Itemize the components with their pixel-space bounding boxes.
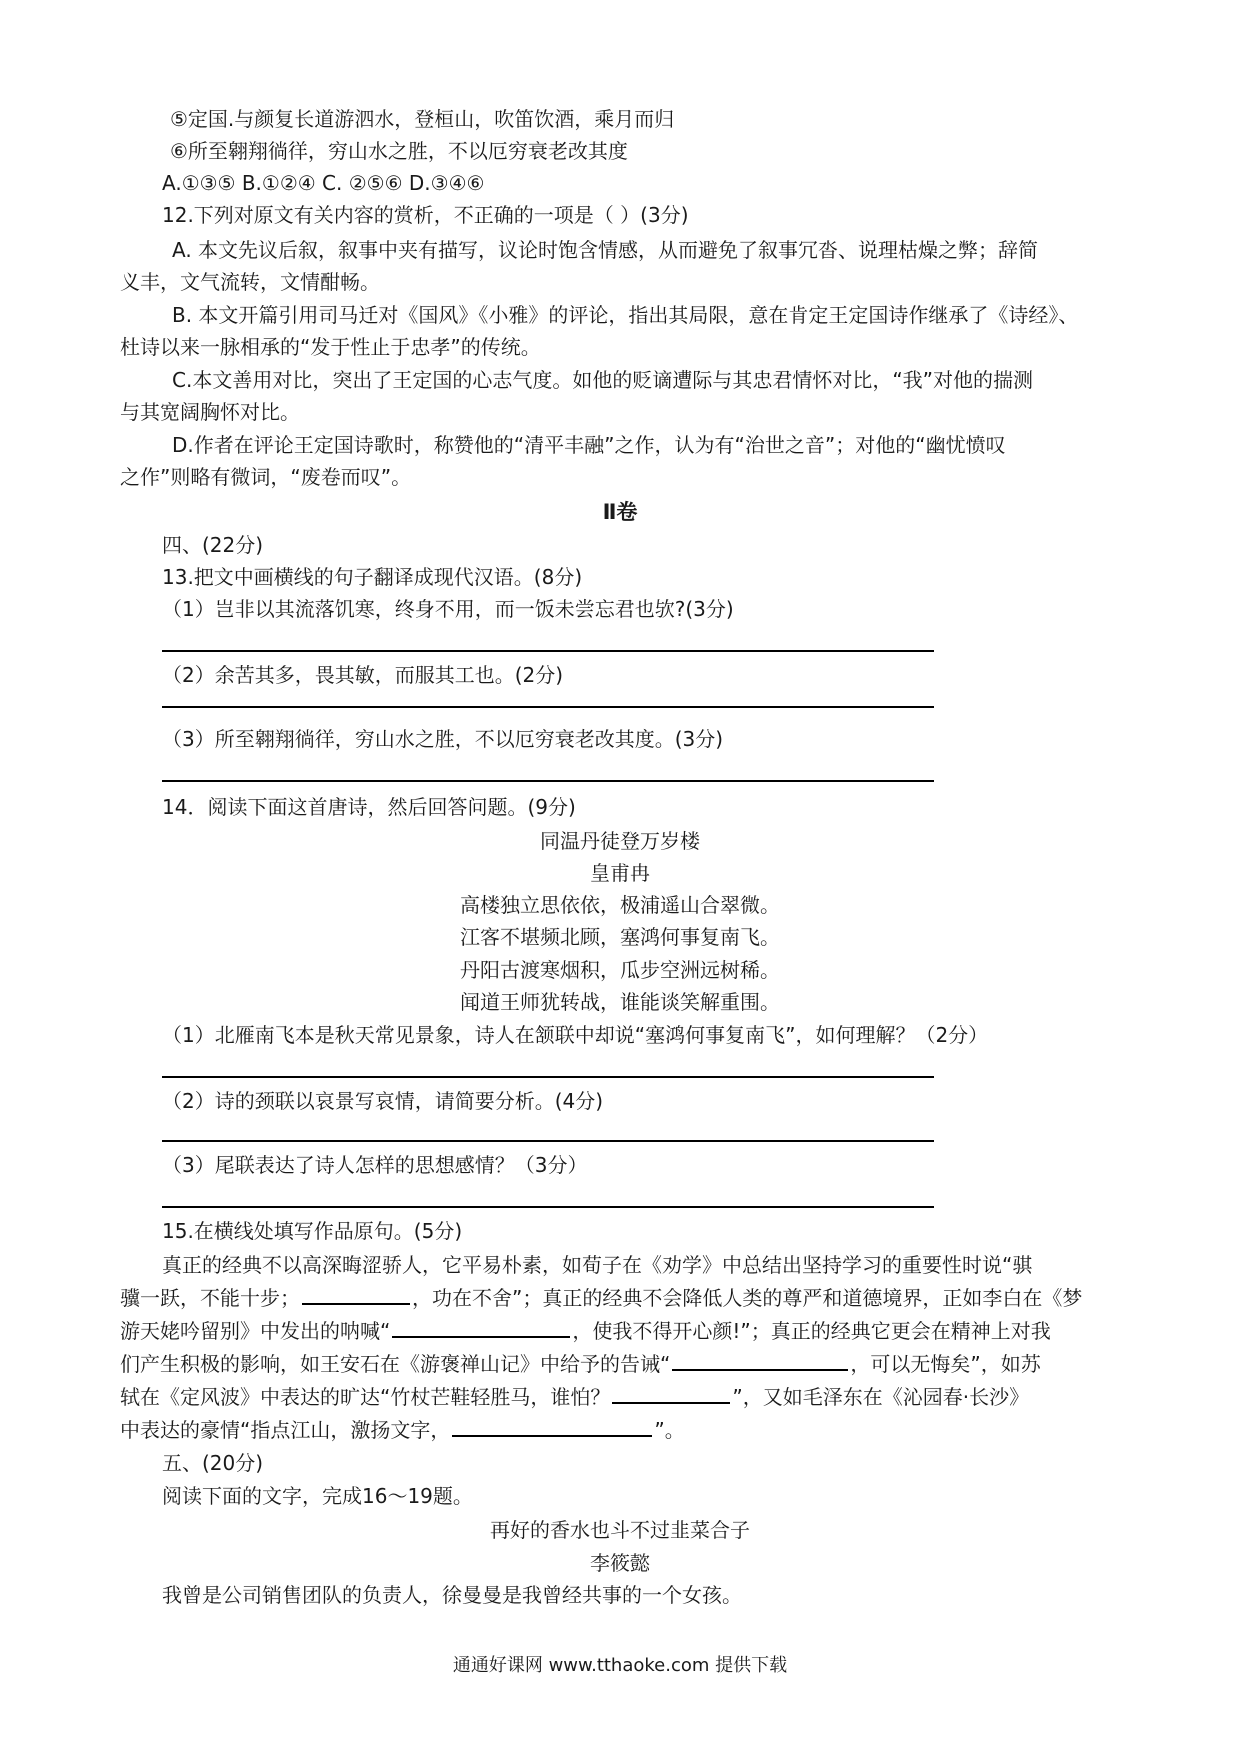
answer-line[interactable]	[162, 1206, 934, 1208]
q11-item-6: ⑥所至翱翔徜徉，穷山水之胜，不以厄穷衰老改其度	[170, 139, 628, 163]
q15-text-segment: 轼在《定风波》中表达的旷达“竹杖芒鞋轻胜马，谁怕？	[120, 1385, 611, 1409]
q15-text-segment: 游天姥吟留别》中发出的呐喊“	[120, 1319, 391, 1343]
q12-option-a-line1: A. 本文先议后叙，叙事中夹有描写，议论时饱含情感，从而避免了叙事冗沓、说理枯燥之弊；辞简	[172, 238, 1039, 262]
q11-item-5: ⑤定国.与颜复长道游泗水，登桓山，吹笛饮酒，乘月而归	[170, 107, 675, 131]
q15-text-segment: 中表达的豪情“指点江山，激扬文字，	[120, 1418, 451, 1442]
q12-option-d-line2: 之作”则略有微词，“废卷而叹”。	[120, 465, 412, 489]
q12-option-b-line1: B. 本文开篇引用司马迁对《国风》《小雅》的评论，指出其局限，意在肯定王定国诗作继承了《诗经》、	[172, 303, 1079, 327]
fill-blank-5[interactable]	[452, 1417, 652, 1437]
poem-line-1: 高楼独立思依依，极浦遥山合翠微。	[460, 893, 780, 917]
poem-line-2: 江客不堪频北顾，塞鸿何事复南飞。	[460, 925, 780, 949]
q14-part1: （1）北雁南飞本是秋天常见景象，诗人在颔联中却说“塞鸿何事复南飞”，如何理解？（2分）	[162, 1023, 989, 1047]
fill-blank-2[interactable]	[392, 1318, 570, 1338]
q15-text-segment: 骥一跃，不能十步；	[120, 1286, 300, 1310]
q12-option-a-line2: 义丰，文气流转，文情酣畅。	[120, 270, 380, 294]
q15-stem: 15.在横线处填写作品原句。(5分)	[162, 1219, 463, 1243]
q12-option-c-line2: 与其宽阔胸怀对比。	[120, 400, 300, 424]
q15-text-line3	[120, 1316, 1051, 1346]
poem-line-4: 闻道王师犹转战，谁能谈笑解重围。	[460, 990, 780, 1014]
q13-part1: （1）岂非以其流落饥寒，终身不用，而一饭未尝忘君也欤?(3分)	[162, 597, 734, 621]
q12-stem: 12.下列对原文有关内容的赏析，不正确的一项是（ ）(3分)	[162, 203, 689, 227]
q14-part3: （3）尾联表达了诗人怎样的思想感情？（3分）	[162, 1153, 588, 1177]
section-five-intro: 阅读下面的文字，完成16～19题。	[162, 1484, 473, 1508]
answer-line[interactable]	[162, 706, 934, 708]
answer-line[interactable]	[162, 1076, 934, 1078]
poem-line-3: 丹阳古渡寒烟积，瓜步空洲远树稀。	[460, 958, 780, 982]
part-two-title: Ⅱ卷	[602, 500, 638, 524]
q11-options: A.①③⑤ B.①②④ C. ②⑤⑥ D.③④⑥	[162, 171, 485, 195]
q14-stem: 14．阅读下面这首唐诗，然后回答问题。(9分)	[162, 795, 576, 819]
fill-blank-4[interactable]	[612, 1384, 730, 1404]
q15-text-segment: ”，又如毛泽东在《沁园春·长沙》	[732, 1385, 1030, 1409]
q15-text-segment: ”。	[654, 1418, 685, 1442]
q15-text-segment: ，使我不得开心颜!”；真正的经典它更会在精神上对我	[572, 1319, 1051, 1343]
q15-text-segment: ，可以无悔矣”，如苏	[850, 1352, 1041, 1376]
poem-title: 同温丹徒登万岁楼	[540, 829, 700, 853]
q15-text-line2	[120, 1283, 1082, 1313]
article-title: 再好的香水也斗不过韭菜合子	[490, 1518, 750, 1542]
page-footer: 通通好课网 www.tthaoke.com 提供下载	[452, 1655, 788, 1676]
q14-part2: （2）诗的颈联以哀景写哀情，请简要分析。(4分)	[162, 1089, 604, 1113]
q15-text-segment: 们产生积极的影响，如王安石在《游褒禅山记》中给予的告诫“	[120, 1352, 671, 1376]
poem-author: 皇甫冉	[590, 861, 650, 885]
section-four-title: 四、(22分)	[162, 533, 264, 557]
q15-text-line5	[120, 1382, 1029, 1412]
q13-part2: （2）余苦其多，畏其敏，而服其工也。(2分)	[162, 663, 564, 687]
answer-line[interactable]	[162, 650, 934, 652]
article-author: 李筱懿	[590, 1551, 650, 1575]
fill-blank-3[interactable]	[672, 1351, 848, 1371]
article-first-line: 我曾是公司销售团队的负责人，徐曼曼是我曾经共事的一个女孩。	[162, 1583, 742, 1607]
fill-blank-1[interactable]	[302, 1285, 410, 1305]
q12-option-c-line1: C.本文善用对比，突出了王定国的心志气度。如他的贬谪遭际与其忠君情怀对比，“我”对他的揣测	[172, 368, 1034, 392]
q15-text-line1: 真正的经典不以高深晦涩骄人，它平易朴素，如荀子在《劝学》中总结出坚持学习的重要性时说“骐	[162, 1253, 1033, 1277]
q12-option-d-line1: D.作者在评论王定国诗歌时，称赞他的“清平丰融”之作，认为有“治世之音”；对他的“幽忧愤叹	[172, 433, 1006, 457]
q15-text-line4	[120, 1349, 1041, 1379]
q12-option-b-line2: 杜诗以来一脉相承的“发于性止于忠孝”的传统。	[120, 335, 541, 359]
q13-part3: （3）所至翱翔徜徉，穷山水之胜，不以厄穷衰老改其度。(3分)	[162, 727, 724, 751]
answer-line[interactable]	[162, 1140, 934, 1142]
q15-text-line6	[120, 1415, 685, 1445]
answer-line[interactable]	[162, 780, 934, 782]
q15-text-segment: ，功在不舍”；真正的经典不会降低人类的尊严和道德境界，正如李白在《梦	[412, 1286, 1083, 1310]
section-five-title: 五、(20分)	[162, 1451, 264, 1475]
q13-stem: 13.把文中画横线的句子翻译成现代汉语。(8分)	[162, 565, 583, 589]
